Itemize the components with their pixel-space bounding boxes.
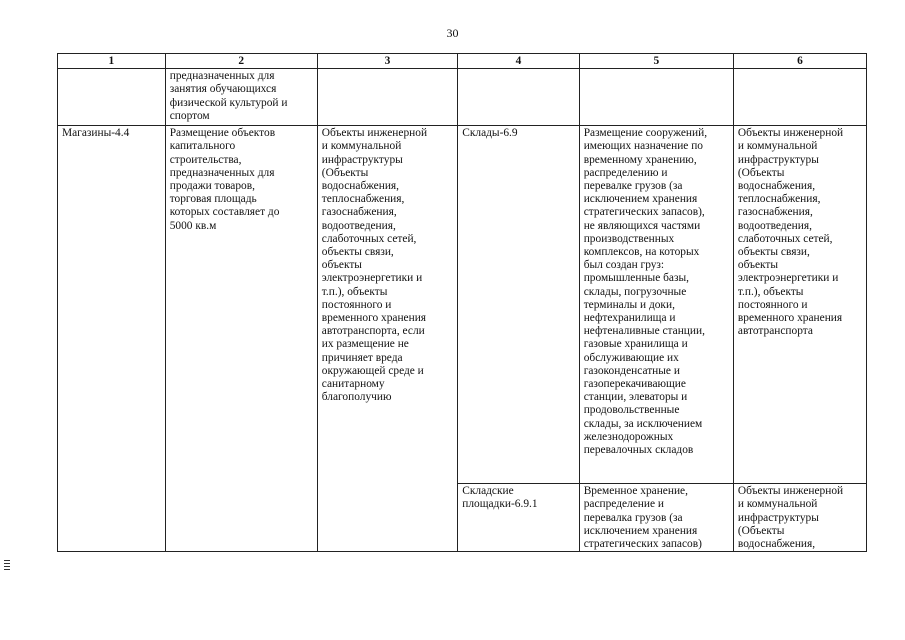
column-header-2: 2 <box>165 54 317 69</box>
column-header-3: 3 <box>317 54 457 69</box>
table-cell: предназначенных для занятия обучающихся физической культурой и спортом <box>165 69 317 126</box>
table-cell <box>58 69 166 126</box>
table-row <box>58 69 867 126</box>
land-use-name-cell: Магазины-4.4 <box>58 126 166 552</box>
table-cell <box>733 69 866 126</box>
column-header-6: 6 <box>733 54 866 69</box>
table-cell <box>458 69 579 126</box>
margin-scan-mark <box>4 560 10 572</box>
column-header-5: 5 <box>579 54 733 69</box>
table-row <box>58 126 867 484</box>
column-header-1: 1 <box>58 54 166 69</box>
land-use-table <box>57 53 867 552</box>
table-cell <box>579 69 733 126</box>
column-header-4: 4 <box>458 54 579 69</box>
conditional-use-description-cell: Временное хранение, распределение и перевалка грузов (за исключением хранения стратегических запасов) <box>579 484 733 552</box>
conditional-auxiliary-cell: Объекты инженерной и коммунальной инфраструктуры (Объекты водоснабжения, <box>733 484 866 552</box>
conditional-auxiliary-cell: Объекты инженерной и коммунальной инфраструктуры (Объекты водоснабжения, теплоснабжения, газоснабжения, водоотведения, слаботочных сетей, объекты связи, объекты электроэнергетики и т.п.), объекты постоянного и временного хранения автотранспорта <box>733 126 866 484</box>
table-cell <box>317 69 457 126</box>
conditional-use-description-cell: Размещение сооружений, имеющих назначение по временному хранению, распределению и перевалке грузов (за исключением хранения стратегических запасов), не являющихся частями производственных комплексов, на которых был создан груз: промышленные базы, склады, погрузочные терминалы и доки, нефтехранилища и нефтеналивные станции, газовые хранилища и обслуживающие их газоконденсатные и газоперекачивающие станции, элеваторы и продовольственные склады, за исключением железнодорожных перевалочных складов <box>579 126 733 484</box>
conditional-use-name-cell: Складские площадки-6.9.1 <box>458 484 579 552</box>
page-number: 30 <box>446 26 459 40</box>
land-use-description-cell: Размещение объектов капитального строительства, предназначенных для продажи товаров, торговая площадь которых составляет до 5000 кв.м <box>165 126 317 552</box>
table-header-row <box>58 54 867 69</box>
auxiliary-use-cell: Объекты инженерной и коммунальной инфраструктуры (Объекты водоснабжения, теплоснабжения, газоснабжения, водоотведения, слаботочных сетей, объекты связи, объекты электроэнергетики и т.п.), объекты постоянного и временного хранения автотранспорта, если их размещение не причиняет вреда окружающей среде и санитарному благополучию <box>317 126 457 552</box>
conditional-use-name-cell: Склады-6.9 <box>458 126 579 484</box>
